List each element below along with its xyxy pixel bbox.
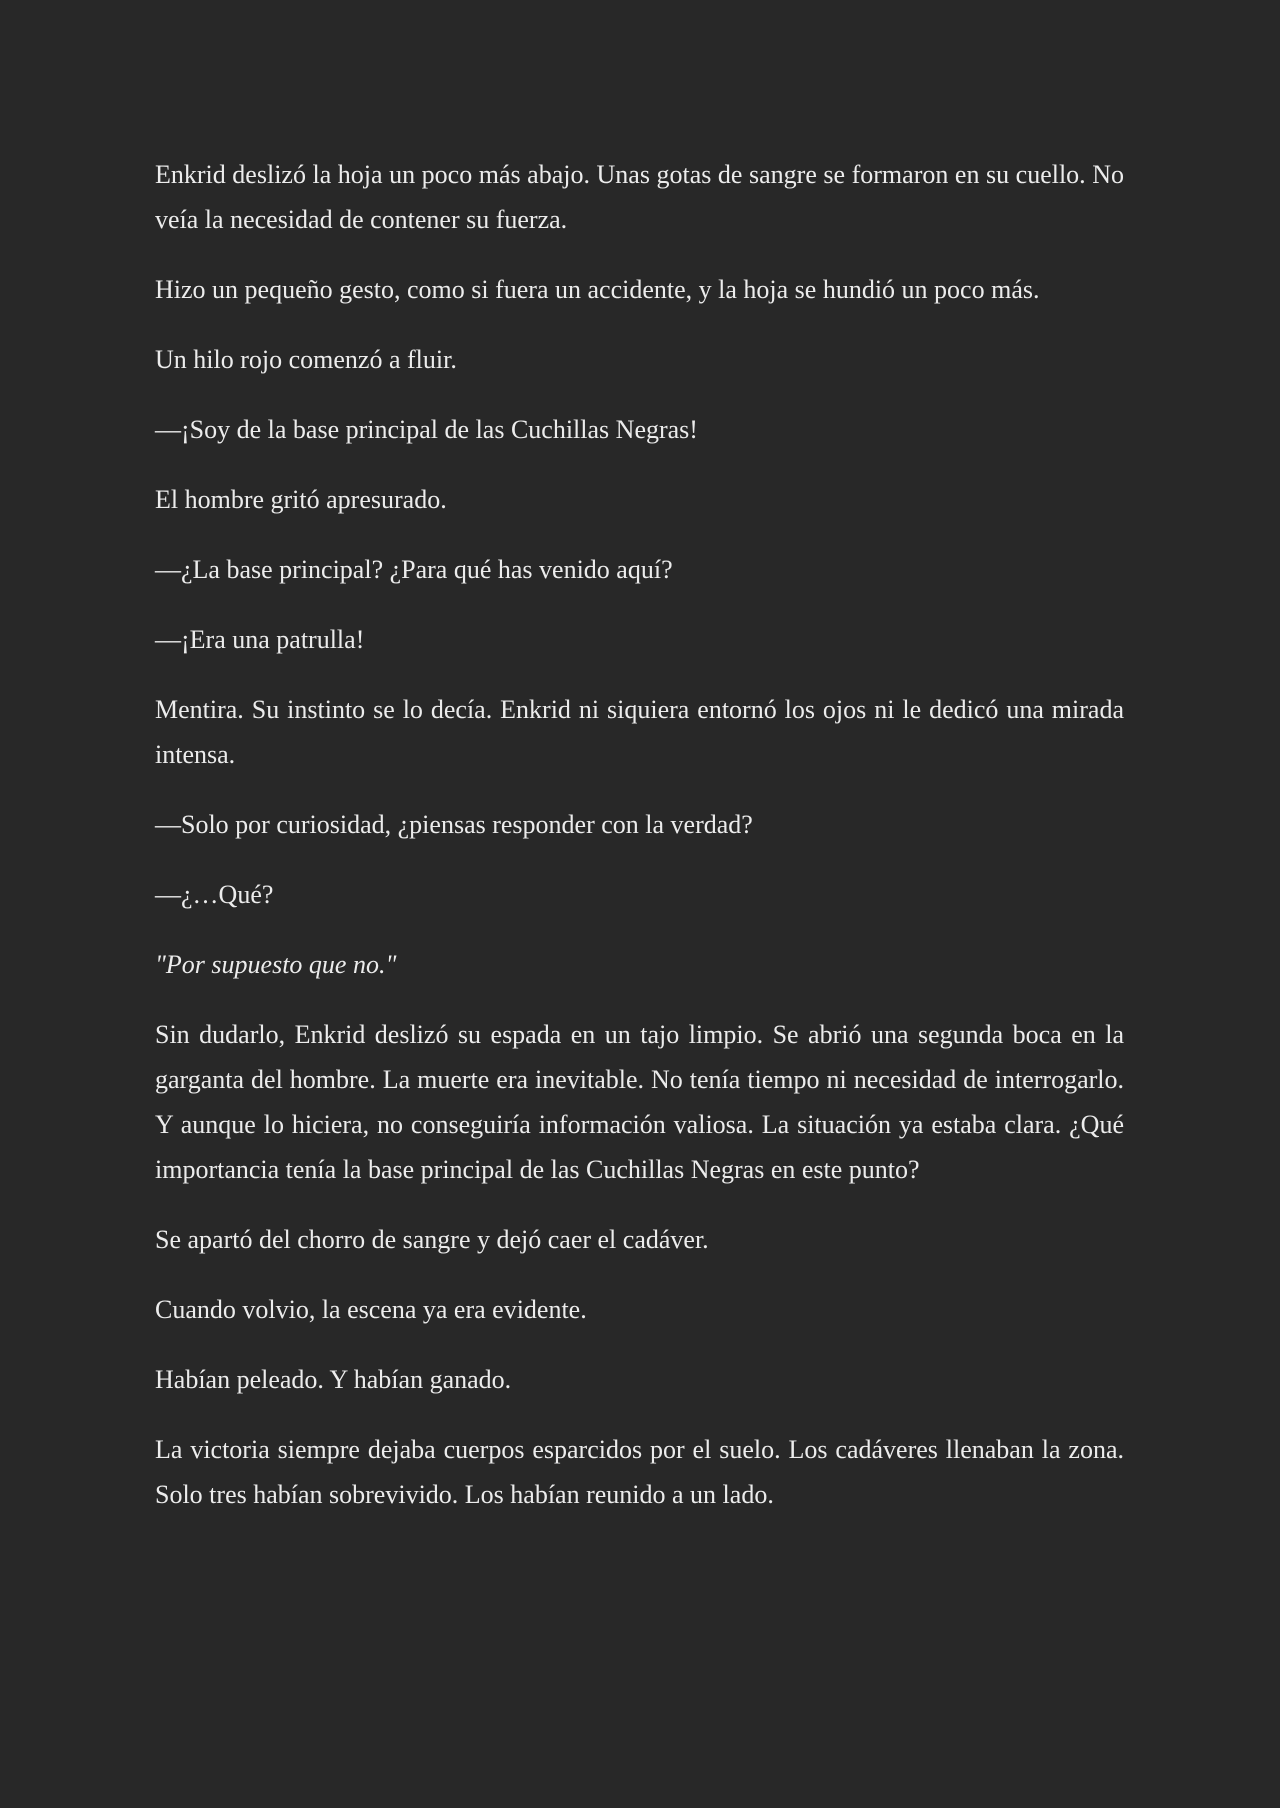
- paragraph: El hombre gritó apresurado.: [155, 485, 447, 514]
- paragraph: La victoria siempre dejaba cuerpos esparcidos por el suelo. Los cadáveres llenaban la zona. Solo tres habían sobrevivido. Los habían reunido a un lado.: [155, 1435, 1124, 1509]
- dialogue-line: —¡Soy de la base principal de las Cuchillas Negras!: [155, 415, 698, 444]
- dialogue-line: —¿…Qué?: [155, 880, 274, 909]
- dialogue-line: —¿La base principal? ¿Para qué has venido aquí?: [155, 555, 673, 584]
- reader-page: [155, 152, 1124, 1542]
- paragraph: Cuando volvio, la escena ya era evidente.: [155, 1295, 587, 1324]
- dialogue-line: —Solo por curiosidad, ¿piensas responder con la verdad?: [155, 810, 753, 839]
- paragraph: Hizo un pequeño gesto, como si fuera un accidente, y la hoja se hundió un poco más.: [155, 275, 1040, 304]
- paragraph: Mentira. Su instinto se lo decía. Enkrid ni siquiera entornó los ojos ni le dedicó una mirada intensa.: [155, 695, 1124, 769]
- dialogue-line: —¡Era una patrulla!: [155, 625, 365, 654]
- inner-thought: "Por supuesto que no.": [155, 950, 397, 979]
- paragraph: Enkrid deslizó la hoja un poco más abajo. Unas gotas de sangre se formaron en su cuello. No veía la necesidad de contener su fuerza.: [155, 160, 1124, 234]
- paragraph: Se apartó del chorro de sangre y dejó caer el cadáver.: [155, 1225, 709, 1254]
- paragraph: Habían peleado. Y habían ganado.: [155, 1365, 512, 1394]
- paragraph: Sin dudarlo, Enkrid deslizó su espada en un tajo limpio. Se abrió una segunda boca en la garganta del hombre. La muerte era inevitable. No tenía tiempo ni necesidad de interrogarlo. Y aunque lo hiciera, no conseguiría información valiosa. La situación ya estaba clara. ¿Qué importancia tenía la base principal de las Cuchillas Negras en este punto?: [155, 1020, 1124, 1184]
- paragraph: Un hilo rojo comenzó a fluir.: [155, 345, 457, 374]
